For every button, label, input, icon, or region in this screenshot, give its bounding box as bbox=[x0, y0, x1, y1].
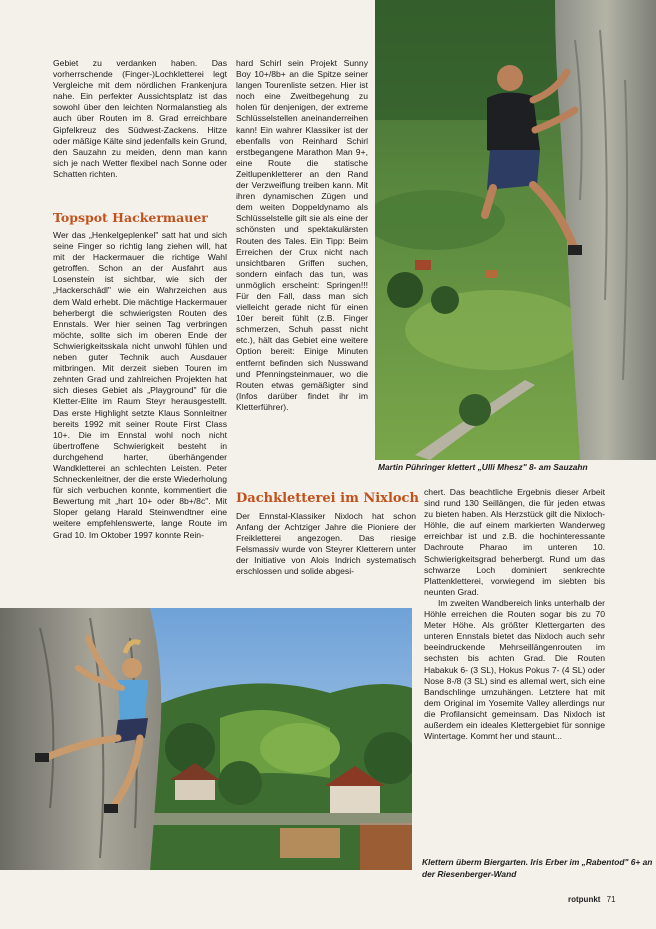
photo-caption-bottom: Klettern überm Biergarten. Iris Erber im „Rabentod" 6+ an der Riesenberger-Wand bbox=[422, 857, 653, 879]
magazine-name: rotpunkt bbox=[568, 895, 601, 904]
column-1-top bbox=[53, 58, 227, 180]
climber-on-sauzahn-photo bbox=[375, 0, 656, 460]
paragraph: Im zweiten Wandbereich links unterhalb der Höhle erreichen die Routen sogar bis zu 70 Meter Höhe. Als größter Klettergarten des unteren Ennstals bietet das Nixloch auch sehr beeindruckende Mehrseillängenrouten im sechsten bis achten Grad. Die Routen Habakuk 6- (3 SL), Hokus Pokus 7- (4 SL) oder Nose 8-/8 (3 SL) sind es allemal wert, sich eine Bandschlinge umzuhängen. Letztere hat mit dem Original im Yosemite Valley allerdings nur die Profilansicht gemeinsam. Das Nixloch ist außerdem ein ideales Klettergebiet für sonnige Wintertage. Kommt her und staunt... bbox=[424, 597, 605, 742]
photo-illustration bbox=[0, 608, 412, 870]
page-number: 71 bbox=[606, 895, 616, 904]
paragraph: Wer das „Henkelgeplenkel" satt hat und sich seine Finger so richtig lang ziehen will, hat mit der Hackermauer die richtige Wahl getroffen. Schon an der Ausfahrt aus Losenstein ist sichtbar, wie sich der „Hackerschädl" wie ein Wahrzeichen aus dem Wald erhebt. Die mächtige Hackermauer beherbergt die schwierigsten Routen des Ennstals. Wer hier seinen Tag verbringen möchte, sollte sich im oberen Ende der Schwierigkeitsskala nicht unwohl fühlen und neben guter Technik auch Ausdauer mitbringen. Mit derzeit sieben Touren im zehnten Grad und zahlreichen Projekten hat sich dieses Gebiet als „Playground" für die Kletter-Elite im Raum Steyr herausgestellt. Das erste Highlight setzte Klaus Sonnleitner bereits 1992 mit seiner Route First Class 10+. Die im Ennstal wohl noch nicht übertroffene Schwierigkeit besteht in durchgehend harter, überhängender Wandkletterei an schlechten Leisten. Peter Schneckenleitner, der die erste Wiederholung für sich verbuchen konnte, kommentiert die Bewertung mit „hart 10+ oder 8b+/8c". Mit Sloper gelang Harald Steinwendtner eine weitere empfehlenswerte, lange Route im Grad 10. Im Oktober 1997 konnte Rein- bbox=[53, 230, 228, 540]
section-heading-hackermauer: Topspot Hackermauer bbox=[53, 210, 208, 225]
paragraph: Der Ennstal-Klassiker Nixloch hat schon Anfang der Achtziger Jahre die Pioniere der Freikletterei angezogen. Das riesige Felsmassiv wurde von Steyrer Kletterern unter der Initiative von Alois Indrich systematisch erschlossen und solide abgesi- bbox=[236, 511, 416, 577]
paragraph: Gebiet zu verdanken haben. Das vorherrschende (Finger-)Lochkletterei legt Vergleiche mit dem nördlichen Frankenjura nahe. Ein perfekter Aussichtsplatz ist das sowohl über den leichten Normalanstieg als auch über Routen im 8. Grad erreichbare Gipfelkreuz des Südwest-Zackens. Hitze oder mäßige Kälte sind jedenfalls kein Grund, den Sauzahn zu meiden, denn man kann sich je nach Wetter flexibel nach Sonne oder Schatten richten. bbox=[53, 58, 227, 179]
column-3 bbox=[424, 487, 605, 742]
column-2-main bbox=[236, 511, 416, 578]
paragraph: hard Schirl sein Projekt Sunny Boy 10+/8b+ an die Spitze seiner langen Tourenliste setzen. Hier ist noch eine Zweitbegehung zu holen für denjenigen, der extreme Schlüsselstellen aneinanderreihen kann! Ein wahrer Klassiker ist der ebenfalls von Reinhard Schirl erstbegangene Marathon Man 9+, eine Route die statische Zeitlupenkletterer an den Rand der Verzweiflung treiben kann. Mit ihren dynamischen Zügen und dem weiten Doppeldynamo als Schlüsselstelle gilt sie als eine der schönsten und spektakulärsten Routen des Tales. Ein Tipp: Beim Erreichen der Crux nicht nach unsichtbaren Griffen suchen, sondern einfach das tun, was unmöglich erscheint: Springen!!! Für den Fall, dass man sich vielleicht gerade nicht für einen 10er bereit fühlt (z.B. Finger schmerzen, Schuh passt nicht etc.), hält das Gebiet eine weitere Option bereit: Einige Minuten entfernt befinden sich Nusswand und Pfenningsteinmauer, wo die Routen etwas gemäßigter sind (Infos darüber findet ihr im Kletterführer). bbox=[236, 58, 368, 412]
photo-caption-top: Martin Pühringer klettert „Ulli Mhesz" 8- am Sauzahn bbox=[378, 462, 588, 472]
column-2-top bbox=[236, 58, 368, 413]
climber-above-beer-garden-photo bbox=[0, 608, 412, 870]
column-1-main bbox=[53, 230, 227, 541]
paragraph: chert. Das beachtliche Ergebnis dieser Arbeit sind rund 130 Seillängen, die für jeden etwas zu bieten haben. Als Herzstück gilt die Nixloch-Höhle, die auf einem markierten Wanderweg erreichbar ist und z.B. die hochinteressante Dachroute Pharao im unteren 10. Schwierigkeitsgrad beherbergt. Rund um das schwarze Loch dominiert senkrechte Plattenkletterei, vorwiegend im siebten bis neunten Grad. bbox=[424, 487, 605, 597]
section-heading-nixloch: Dachkletterei im Nixloch bbox=[236, 491, 419, 506]
page-footer bbox=[568, 895, 616, 904]
photo-illustration bbox=[375, 0, 656, 460]
